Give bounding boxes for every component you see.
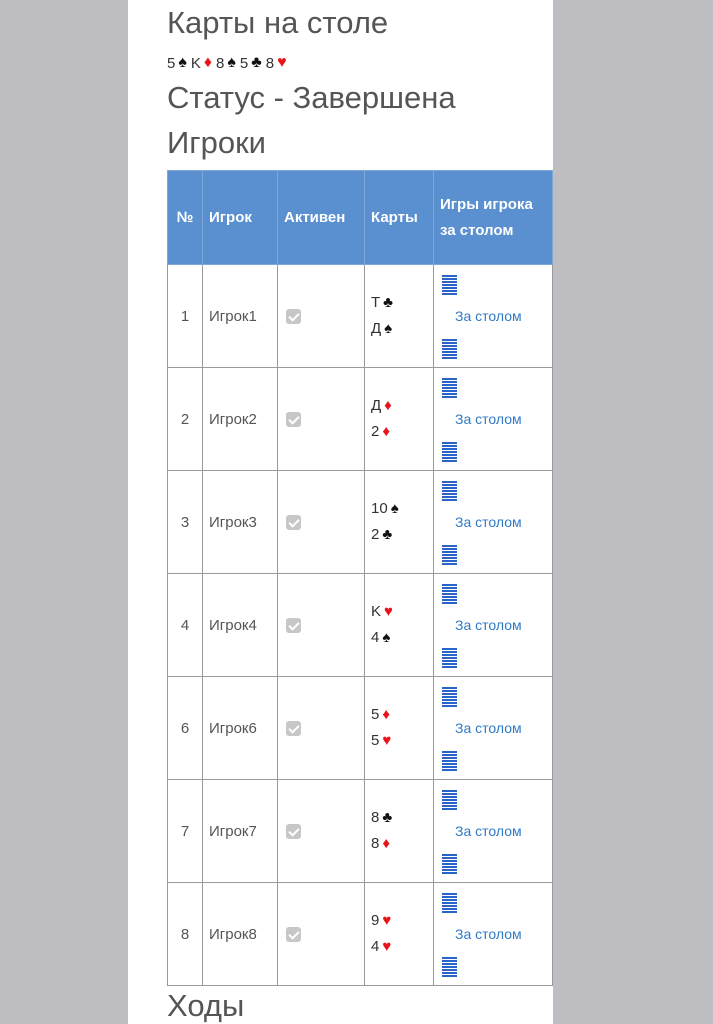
suit-icon: ♠ bbox=[178, 54, 187, 71]
card-rank: 9 bbox=[371, 912, 380, 929]
player-games-cell bbox=[434, 574, 553, 677]
card-rank: 5 bbox=[167, 54, 176, 72]
player-games-cell bbox=[434, 677, 553, 780]
card-rank: K bbox=[190, 54, 201, 72]
moves-heading: Ходы bbox=[167, 988, 245, 1023]
player-cards bbox=[365, 883, 434, 986]
card-rank: 5 bbox=[371, 706, 380, 723]
game-status-heading: Статус - Завершена bbox=[167, 80, 456, 115]
cards-on-table-heading: Карты на столе bbox=[167, 5, 389, 40]
suit-icon: ♥ bbox=[382, 732, 392, 749]
players-heading: Игроки bbox=[167, 125, 266, 160]
active-cell bbox=[278, 883, 365, 986]
player-card bbox=[371, 522, 427, 548]
checkbox-checked-icon bbox=[286, 309, 301, 324]
player-card bbox=[371, 419, 427, 445]
player-card bbox=[371, 908, 427, 934]
card-rank: K bbox=[371, 603, 382, 620]
player-games-cell bbox=[434, 883, 553, 986]
player-card bbox=[371, 599, 427, 625]
board-card bbox=[240, 54, 266, 72]
list-icon[interactable] bbox=[442, 545, 457, 565]
active-cell bbox=[278, 677, 365, 780]
table-row bbox=[168, 677, 553, 780]
table-row bbox=[168, 368, 553, 471]
suit-icon: ♦ bbox=[382, 835, 390, 852]
list-icon[interactable] bbox=[442, 893, 457, 913]
list-icon[interactable] bbox=[442, 275, 457, 295]
suit-icon: ♠ bbox=[382, 629, 391, 646]
card-rank: 5 bbox=[371, 732, 380, 749]
player-card bbox=[371, 831, 427, 857]
row-number: 3 bbox=[168, 471, 203, 574]
table-row bbox=[168, 883, 553, 986]
list-icon[interactable] bbox=[442, 481, 457, 501]
players-table bbox=[167, 170, 553, 986]
player-games-cell bbox=[434, 780, 553, 883]
player-card bbox=[371, 728, 427, 754]
suit-icon: ♠ bbox=[390, 500, 399, 517]
table-row bbox=[168, 265, 553, 368]
player-cards bbox=[365, 471, 434, 574]
at-table-link[interactable]: За столом bbox=[455, 823, 522, 839]
players-table-header-row bbox=[168, 171, 553, 265]
list-icon[interactable] bbox=[442, 339, 457, 359]
row-number: 2 bbox=[168, 368, 203, 471]
column-header-active: Активен bbox=[278, 171, 365, 265]
column-header-player-games: Игры игрока за столом bbox=[434, 171, 553, 265]
card-rank: 4 bbox=[371, 938, 380, 955]
row-number: 6 bbox=[168, 677, 203, 780]
page-content bbox=[128, 0, 553, 1024]
suit-icon: ♣ bbox=[251, 54, 262, 71]
active-cell bbox=[278, 471, 365, 574]
table-row bbox=[168, 574, 553, 677]
suit-icon: ♥ bbox=[382, 912, 392, 929]
player-card bbox=[371, 934, 427, 960]
player-games-cell bbox=[434, 265, 553, 368]
at-table-link[interactable]: За столом bbox=[455, 411, 522, 427]
player-cards bbox=[365, 368, 434, 471]
player-name: Игрок7 bbox=[203, 780, 278, 883]
column-header-cards: Карты bbox=[365, 171, 434, 265]
card-rank: 8 bbox=[216, 54, 225, 72]
row-number: 1 bbox=[168, 265, 203, 368]
column-header-player: Игрок bbox=[203, 171, 278, 265]
table-row bbox=[168, 780, 553, 883]
players-table-body bbox=[168, 265, 553, 986]
player-card bbox=[371, 805, 427, 831]
card-rank: 8 bbox=[371, 809, 380, 826]
checkbox-checked-icon bbox=[286, 515, 301, 530]
player-name: Игрок8 bbox=[203, 883, 278, 986]
table-row bbox=[168, 471, 553, 574]
card-rank: 4 bbox=[371, 629, 380, 646]
list-icon[interactable] bbox=[442, 854, 457, 874]
player-cards bbox=[365, 677, 434, 780]
player-name: Игрок4 bbox=[203, 574, 278, 677]
board-card bbox=[266, 54, 291, 72]
list-icon[interactable] bbox=[442, 648, 457, 668]
player-card bbox=[371, 702, 427, 728]
list-icon[interactable] bbox=[442, 687, 457, 707]
board-cards bbox=[167, 53, 291, 73]
player-card bbox=[371, 496, 427, 522]
suit-icon: ♣ bbox=[383, 294, 394, 311]
player-name: Игрок1 bbox=[203, 265, 278, 368]
at-table-link[interactable]: За столом bbox=[455, 617, 522, 633]
list-icon[interactable] bbox=[442, 442, 457, 462]
column-header-number: № bbox=[168, 171, 203, 265]
card-rank: Д bbox=[371, 320, 382, 337]
board-card bbox=[167, 54, 191, 72]
suit-icon: ♦ bbox=[384, 397, 392, 414]
card-rank: 8 bbox=[371, 835, 380, 852]
checkbox-checked-icon bbox=[286, 618, 301, 633]
list-icon[interactable] bbox=[442, 378, 457, 398]
checkbox-checked-icon bbox=[286, 412, 301, 427]
player-cards bbox=[365, 780, 434, 883]
suit-icon: ♥ bbox=[277, 54, 287, 71]
suit-icon: ♦ bbox=[382, 706, 390, 723]
card-rank: 10 bbox=[371, 500, 388, 517]
board-card bbox=[191, 54, 216, 72]
suit-icon: ♦ bbox=[203, 54, 213, 71]
player-card bbox=[371, 393, 427, 419]
card-rank: 2 bbox=[371, 526, 380, 543]
card-rank: 8 bbox=[265, 54, 275, 72]
active-cell bbox=[278, 574, 365, 677]
board-card bbox=[216, 54, 240, 72]
list-icon[interactable] bbox=[442, 584, 457, 604]
checkbox-checked-icon bbox=[286, 721, 301, 736]
suit-icon: ♥ bbox=[384, 603, 393, 620]
player-card bbox=[371, 290, 427, 316]
row-number: 7 bbox=[168, 780, 203, 883]
card-rank: 5 bbox=[239, 54, 249, 72]
at-table-link[interactable]: За столом bbox=[455, 514, 522, 530]
suit-icon: ♥ bbox=[382, 938, 392, 955]
suit-icon: ♠ bbox=[384, 320, 393, 337]
player-name: Игрок2 bbox=[203, 368, 278, 471]
card-rank: Т bbox=[371, 294, 381, 311]
card-rank: 2 bbox=[371, 423, 380, 440]
row-number: 4 bbox=[168, 574, 203, 677]
player-games-cell bbox=[434, 368, 553, 471]
active-cell bbox=[278, 265, 365, 368]
checkbox-checked-icon bbox=[286, 927, 301, 942]
list-icon[interactable] bbox=[442, 751, 457, 771]
list-icon[interactable] bbox=[442, 790, 457, 810]
player-name: Игрок6 bbox=[203, 677, 278, 780]
player-card bbox=[371, 625, 427, 651]
row-number: 8 bbox=[168, 883, 203, 986]
card-rank: Д bbox=[371, 397, 382, 414]
suit-icon: ♣ bbox=[382, 526, 393, 543]
at-table-link[interactable]: За столом bbox=[455, 926, 522, 942]
list-icon[interactable] bbox=[442, 957, 457, 977]
suit-icon: ♠ bbox=[227, 54, 236, 71]
at-table-link[interactable]: За столом bbox=[455, 308, 522, 324]
suit-icon: ♦ bbox=[382, 423, 390, 440]
player-cards bbox=[365, 574, 434, 677]
active-cell bbox=[278, 368, 365, 471]
at-table-link[interactable]: За столом bbox=[455, 720, 522, 736]
suit-icon: ♣ bbox=[382, 809, 393, 826]
active-cell bbox=[278, 780, 365, 883]
player-name: Игрок3 bbox=[203, 471, 278, 574]
checkbox-checked-icon bbox=[286, 824, 301, 839]
player-cards bbox=[365, 265, 434, 368]
player-games-cell bbox=[434, 471, 553, 574]
player-card bbox=[371, 316, 427, 342]
